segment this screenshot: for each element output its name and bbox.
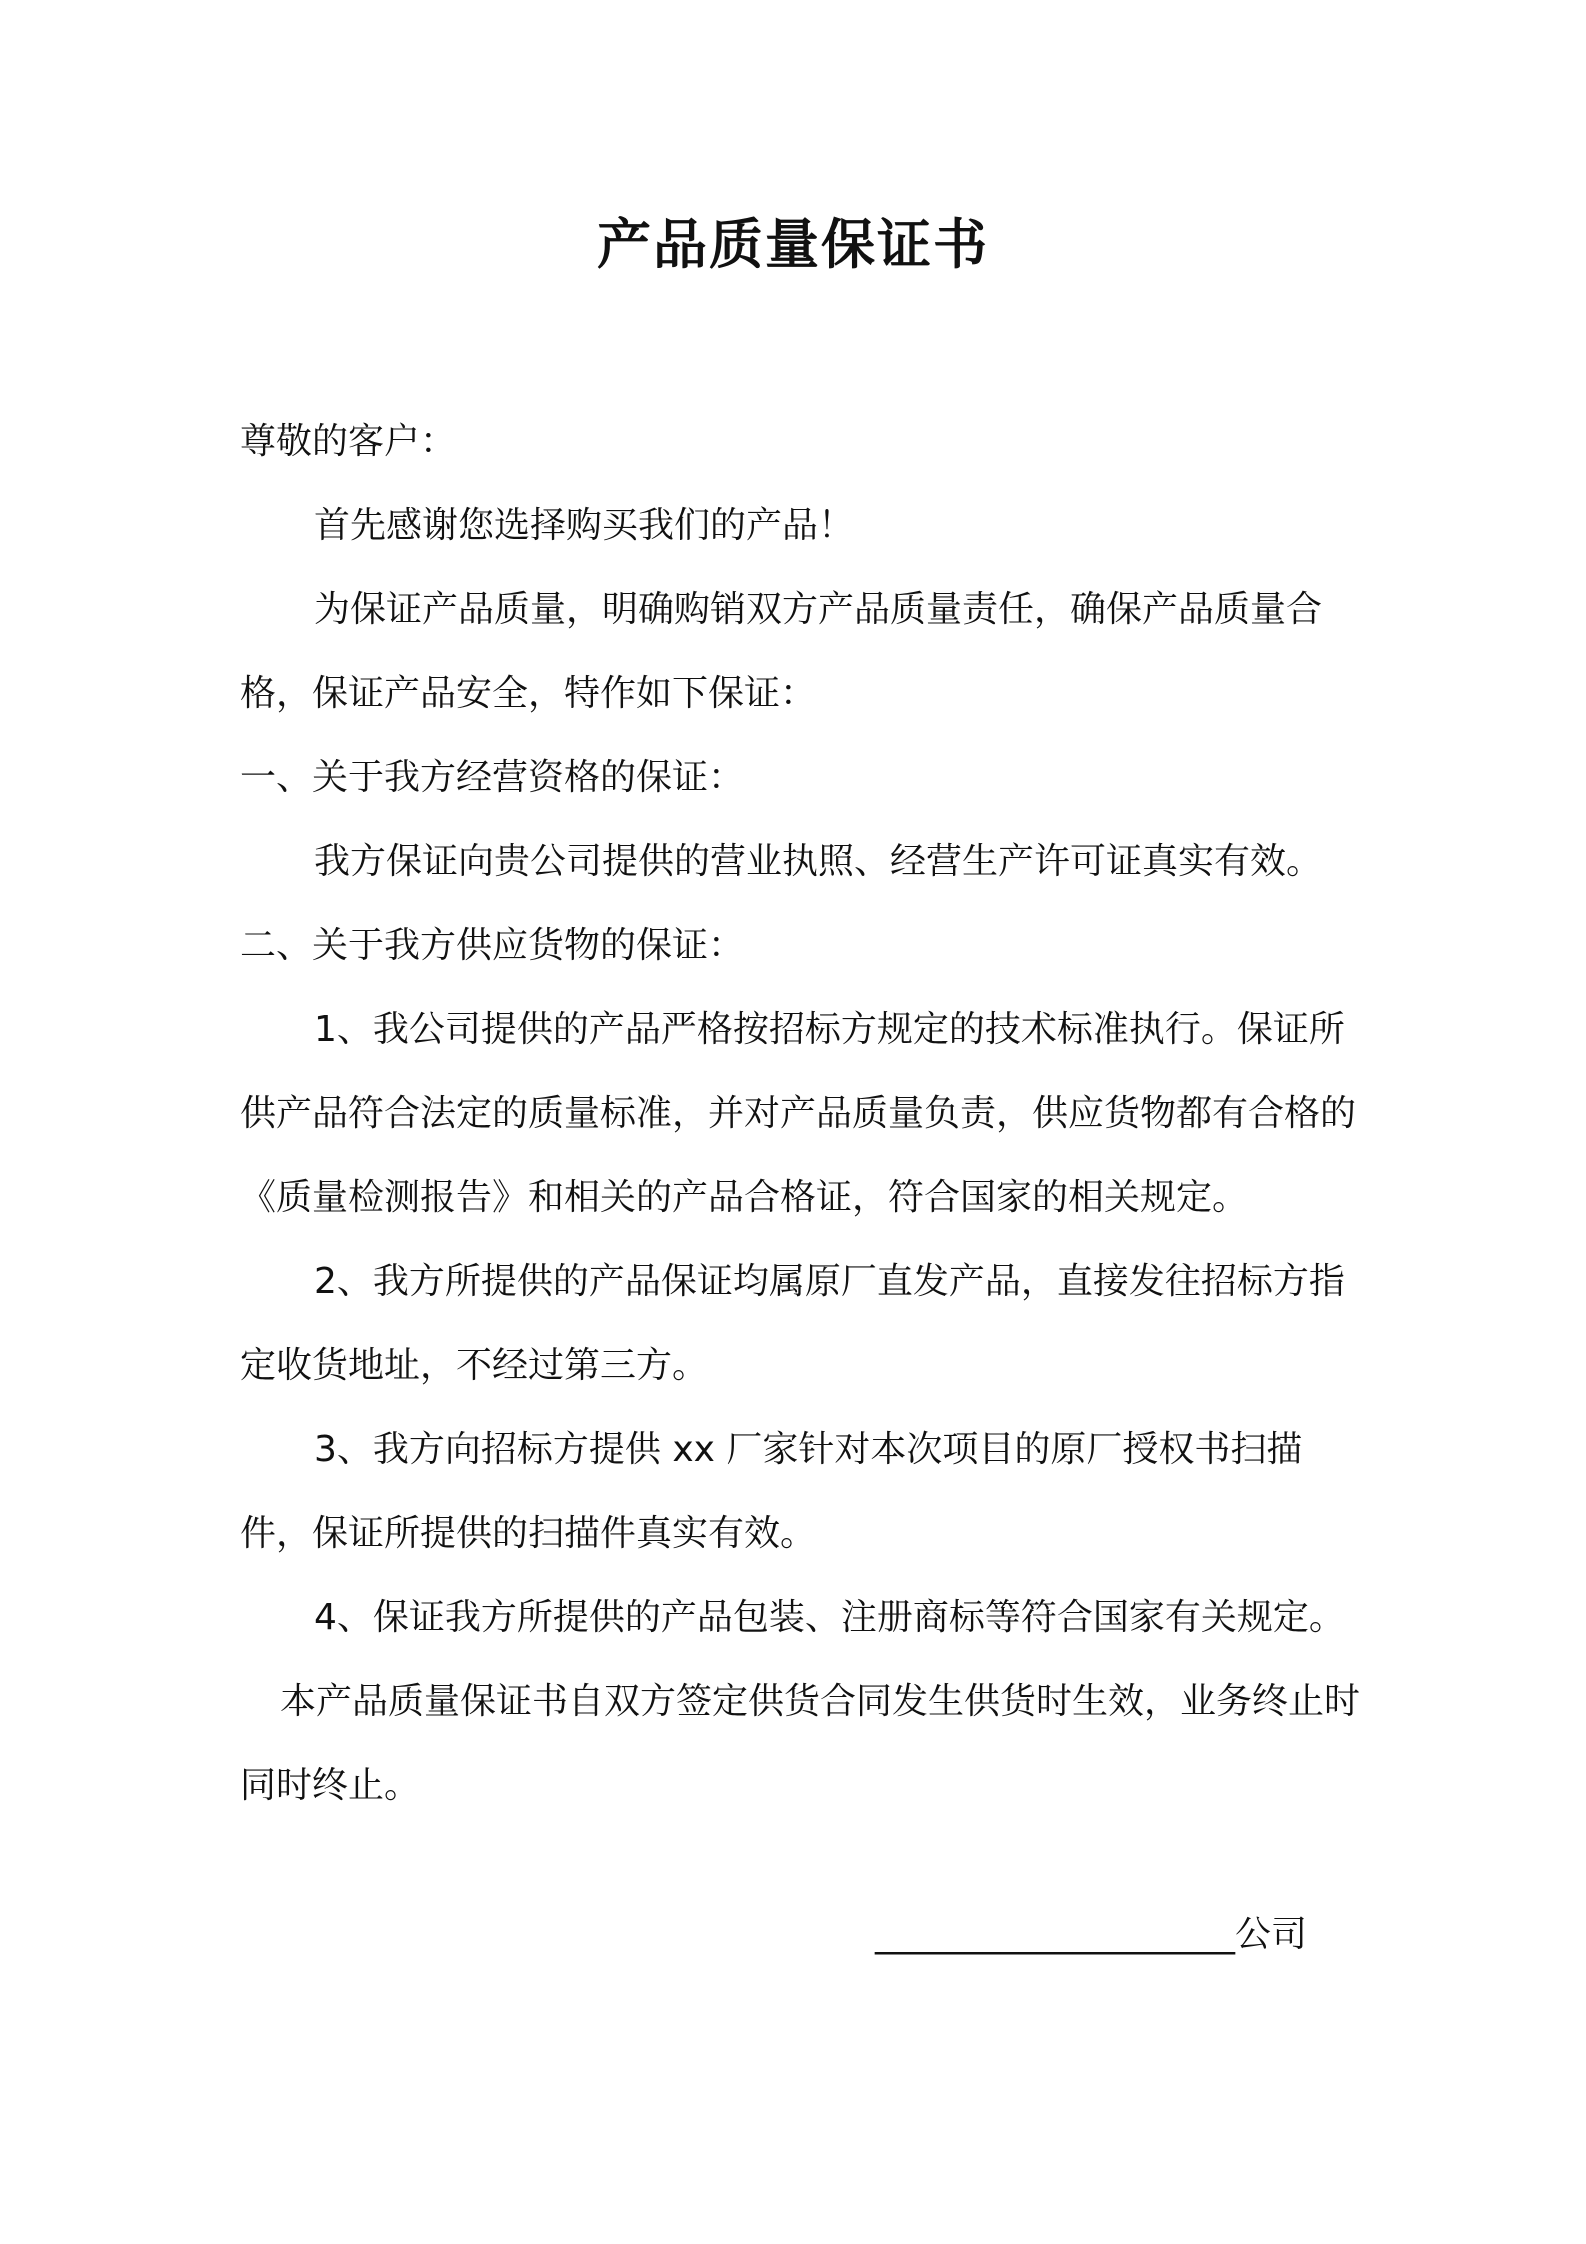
- section-heading-goods: 二、关于我方供应货物的保证：: [240, 925, 745, 966]
- document-title: 产品质量保证书: [597, 213, 989, 276]
- paragraph-goods-item-1: 1、我公司提供的产品严格按招标方规定的技术标准执行。保证所供产品符合法定的质量标准，并对产品质量负责，供应货物都有合格的《质量检测报告》和相关的产品合格证，符合国家的相关规定。: [240, 1009, 1357, 1218]
- signature-company-line: ____________________公司: [875, 1914, 1308, 1955]
- paragraph-goods-item-2: 2、我方所提供的产品保证均属原厂直发产品，直接发往招标方指定收货地址，不经过第三方。: [240, 1261, 1345, 1386]
- paragraph-effective-term: 本产品质量保证书自双方签定供货合同发生供货时生效，业务终止时同时终止。: [240, 1681, 1361, 1806]
- paragraph-goods-item-3: 3、我方向招标方提供 xx 厂家针对本次项目的原厂授权书扫描件，保证所提供的扫描件真实有效。: [240, 1429, 1303, 1554]
- document-body: [240, 400, 1360, 1828]
- salutation: 尊敬的客户：: [240, 421, 457, 462]
- section-heading-qualification: 一、关于我方经营资格的保证：: [240, 757, 745, 798]
- paragraph-thanks: 首先感谢您选择购买我们的产品！: [314, 505, 855, 546]
- paragraph-goods-item-4: 4、保证我方所提供的产品包装、注册商标等符合国家有关规定。: [314, 1597, 1345, 1638]
- paragraph-qualification: 我方保证向贵公司提供的营业执照、经营生产许可证真实有效。: [314, 841, 1323, 882]
- paragraph-purpose: 为保证产品质量，明确购销双方产品质量责任，确保产品质量合格，保证产品安全，特作如下保证：: [240, 589, 1323, 714]
